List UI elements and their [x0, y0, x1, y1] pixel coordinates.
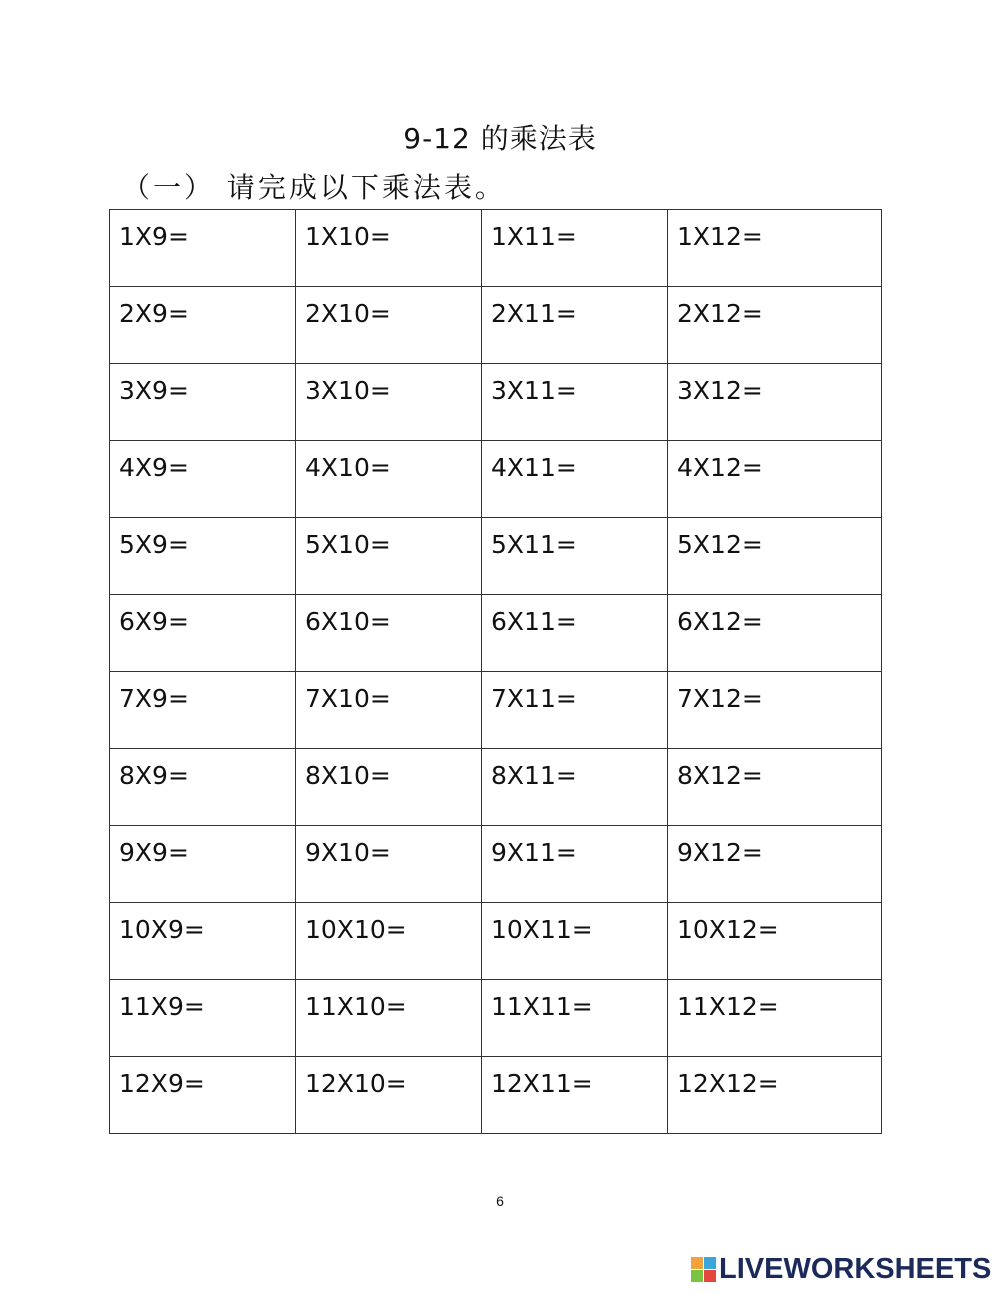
equation-text: 5X10= — [305, 530, 391, 559]
equation-cell[interactable] — [668, 672, 882, 749]
equation-text: 12X10= — [305, 1069, 407, 1098]
equation-cell[interactable] — [110, 595, 296, 672]
equation-text: 10X9= — [119, 915, 205, 944]
logo-square-tr — [704, 1257, 716, 1269]
equation-cell[interactable] — [482, 287, 668, 364]
equation-cell[interactable] — [482, 980, 668, 1057]
equation-text: 7X10= — [305, 684, 391, 713]
equation-cell[interactable] — [668, 518, 882, 595]
equation-text: 5X12= — [677, 530, 763, 559]
equation-cell[interactable] — [296, 980, 482, 1057]
brand-text: LIVEWORKSHEETS — [719, 1253, 992, 1285]
equation-text: 10X11= — [491, 915, 593, 944]
equation-text: 4X11= — [491, 453, 577, 482]
equation-cell[interactable] — [668, 749, 882, 826]
equation-cell[interactable] — [110, 210, 296, 287]
equation-text: 2X10= — [305, 299, 391, 328]
equation-text: 2X9= — [119, 299, 189, 328]
equation-cell[interactable] — [296, 441, 482, 518]
equation-text: 1X10= — [305, 222, 391, 251]
equation-cell[interactable] — [296, 826, 482, 903]
table-row — [110, 749, 882, 826]
equation-text: 3X11= — [491, 376, 577, 405]
equation-text: 2X11= — [491, 299, 577, 328]
logo-square-tl — [691, 1257, 703, 1269]
table-row — [110, 441, 882, 518]
equation-cell[interactable] — [110, 287, 296, 364]
equation-text: 9X11= — [491, 838, 577, 867]
equation-text: 11X9= — [119, 992, 205, 1021]
equation-cell[interactable] — [482, 441, 668, 518]
equation-text: 9X9= — [119, 838, 189, 867]
instruction-text: （一） 请完成以下乘法表。 — [122, 171, 506, 204]
table-row — [110, 518, 882, 595]
equation-cell[interactable] — [110, 980, 296, 1057]
equation-cell[interactable] — [668, 441, 882, 518]
equation-cell[interactable] — [296, 287, 482, 364]
equation-text: 4X9= — [119, 453, 189, 482]
table-body — [110, 210, 882, 1134]
equation-cell[interactable] — [482, 826, 668, 903]
table-row — [110, 595, 882, 672]
equation-text: 5X9= — [119, 530, 189, 559]
equation-cell[interactable] — [296, 210, 482, 287]
equation-text: 1X12= — [677, 222, 763, 251]
equation-text: 9X10= — [305, 838, 391, 867]
equation-cell[interactable] — [668, 980, 882, 1057]
equation-text: 8X10= — [305, 761, 391, 790]
equation-text: 10X10= — [305, 915, 407, 944]
multiplication-table — [109, 209, 882, 1134]
equation-text: 3X10= — [305, 376, 391, 405]
logo-square-br — [704, 1270, 716, 1282]
equation-cell[interactable] — [296, 1057, 482, 1134]
equation-cell[interactable] — [482, 518, 668, 595]
equation-text: 12X11= — [491, 1069, 593, 1098]
page-number: 6 — [496, 1193, 504, 1209]
brand-watermark — [691, 1253, 991, 1286]
equation-text: 7X11= — [491, 684, 577, 713]
equation-text: 8X11= — [491, 761, 577, 790]
equation-cell[interactable] — [668, 1057, 882, 1134]
equation-cell[interactable] — [110, 672, 296, 749]
equation-text: 8X9= — [119, 761, 189, 790]
equation-cell[interactable] — [482, 364, 668, 441]
equation-cell[interactable] — [296, 364, 482, 441]
equation-cell[interactable] — [296, 903, 482, 980]
equation-text: 7X9= — [119, 684, 189, 713]
equation-cell[interactable] — [482, 595, 668, 672]
equation-cell[interactable] — [668, 287, 882, 364]
equation-cell[interactable] — [482, 1057, 668, 1134]
equation-text: 11X10= — [305, 992, 407, 1021]
equation-cell[interactable] — [482, 749, 668, 826]
equation-text: 7X12= — [677, 684, 763, 713]
equation-cell[interactable] — [668, 595, 882, 672]
equation-text: 4X12= — [677, 453, 763, 482]
equation-text: 1X11= — [491, 222, 577, 251]
page-title: 9-12 的乘法表 — [403, 122, 597, 155]
equation-cell[interactable] — [110, 749, 296, 826]
equation-text: 2X12= — [677, 299, 763, 328]
equation-cell[interactable] — [668, 826, 882, 903]
equation-text: 1X9= — [119, 222, 189, 251]
equation-cell[interactable] — [296, 595, 482, 672]
equation-cell[interactable] — [482, 903, 668, 980]
equation-cell[interactable] — [668, 364, 882, 441]
table-row — [110, 210, 882, 287]
logo-square-bl — [691, 1270, 703, 1282]
equation-cell[interactable] — [110, 518, 296, 595]
equation-text: 4X10= — [305, 453, 391, 482]
equation-cell[interactable] — [296, 518, 482, 595]
equation-cell[interactable] — [110, 903, 296, 980]
equation-text: 8X12= — [677, 761, 763, 790]
equation-text: 5X11= — [491, 530, 577, 559]
equation-cell[interactable] — [110, 364, 296, 441]
equation-cell[interactable] — [296, 749, 482, 826]
equation-text: 11X12= — [677, 992, 779, 1021]
table-row — [110, 364, 882, 441]
equation-text: 9X12= — [677, 838, 763, 867]
equation-text: 6X9= — [119, 607, 189, 636]
equation-cell[interactable] — [296, 672, 482, 749]
equation-text: 10X12= — [677, 915, 779, 944]
liveworksheets-logo-icon — [691, 1257, 716, 1282]
table-row — [110, 980, 882, 1057]
equation-cell[interactable] — [482, 672, 668, 749]
table-row — [110, 672, 882, 749]
table-row — [110, 287, 882, 364]
equation-text: 6X12= — [677, 607, 763, 636]
table-row — [110, 1057, 882, 1134]
equation-cell[interactable] — [668, 210, 882, 287]
equation-text: 6X10= — [305, 607, 391, 636]
table-row — [110, 826, 882, 903]
equation-text: 12X9= — [119, 1069, 205, 1098]
equation-text: 12X12= — [677, 1069, 779, 1098]
equation-text: 6X11= — [491, 607, 577, 636]
equation-cell[interactable] — [482, 210, 668, 287]
equation-cell[interactable] — [668, 903, 882, 980]
equation-text: 3X9= — [119, 376, 189, 405]
equation-text: 11X11= — [491, 992, 593, 1021]
table-row — [110, 903, 882, 980]
equation-cell[interactable] — [110, 1057, 296, 1134]
equation-text: 3X12= — [677, 376, 763, 405]
equation-cell[interactable] — [110, 826, 296, 903]
equation-cell[interactable] — [110, 441, 296, 518]
